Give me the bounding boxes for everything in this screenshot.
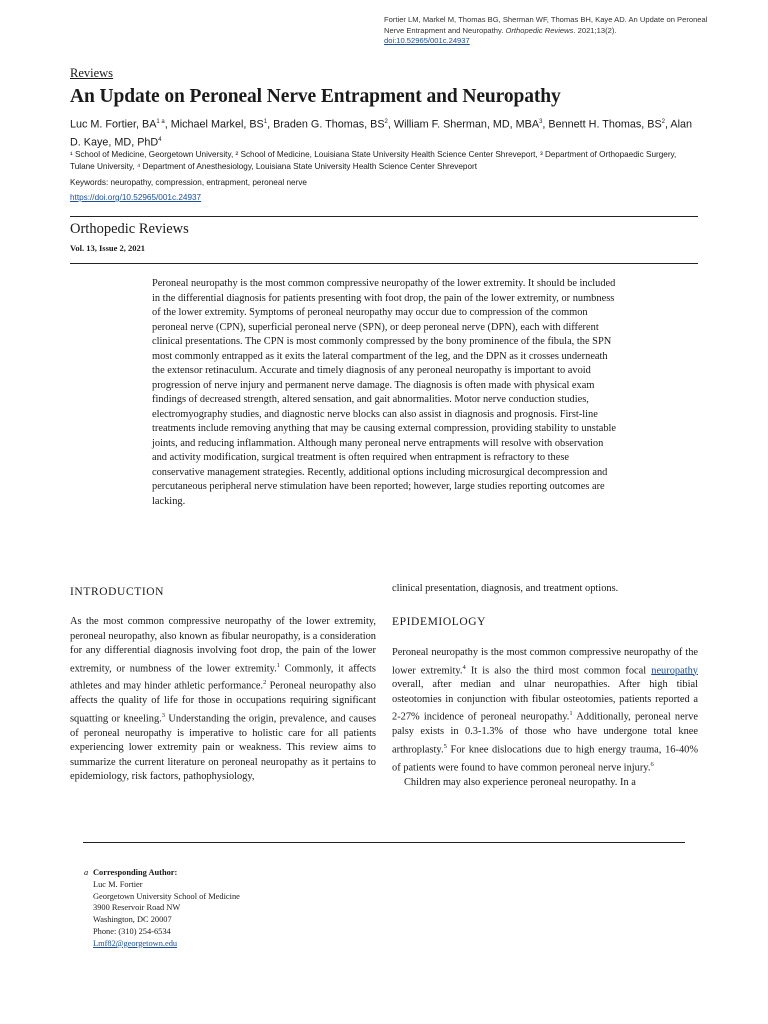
footnote-line: Phone: (310) 254-6534 xyxy=(93,926,171,936)
footnote-line: Washington, DC 20007 xyxy=(93,915,172,925)
author-sup: 2 xyxy=(384,119,388,125)
reference-sup[interactable]: 3 xyxy=(161,711,166,719)
section-heading-epidemiology: EPIDEMIOLOGY xyxy=(392,616,487,628)
divider xyxy=(70,216,698,217)
citation-doi-link[interactable]: doi:10.52965/001c.24937 xyxy=(384,36,470,45)
email-link[interactable]: Lmf82@georgetown.edu xyxy=(93,938,178,948)
intro-text: Understanding the origin, prevalence, and causes of peroneal neuropathy is imperative to holistic care for all patients experiencing lower extremity pain or weakness. This review aims to summarize the current literature on peroneal neuropathy as it pertains to epidemiology, risk factors, pathophysiology, xyxy=(70,713,377,783)
citation-block xyxy=(384,15,714,47)
footnote-line: Georgetown University School of Medicine xyxy=(93,891,240,901)
corresponding-author-footnote xyxy=(84,867,240,950)
author-sup: 3 xyxy=(539,119,543,125)
author-sup: 4 xyxy=(158,136,162,143)
intro-continued: clinical presentation, diagnosis, and treatment options. xyxy=(392,583,619,594)
author: Alan D. Kaye, MD, PhD xyxy=(70,118,693,149)
journal-name: Orthopedic Reviews xyxy=(70,221,189,237)
citation-journal: Orthopedic Reviews xyxy=(505,25,574,35)
epi-text: It is also the third most common focal xyxy=(465,664,652,676)
author: Luc M. Fortier, BA xyxy=(70,118,157,131)
citation-text: Fortier LM, Markel M, Thomas BG, Sherman WF, Thomas BH, Kaye AD. An Update on Peroneal Nerve Entrapment and Neuropathy. xyxy=(384,15,708,35)
epi-paragraph xyxy=(392,646,698,790)
doi-link[interactable]: https://doi.org/10.52965/001c.24937 xyxy=(70,193,202,202)
footnote-line: 3900 Reservoir Road NW xyxy=(93,903,181,913)
section-heading-introduction: INTRODUCTION xyxy=(70,586,165,598)
epi-text: Additionally, peroneal nerve palsy exists in 0.3-1.3% of those who have undergone total knee arthroplasty. xyxy=(392,711,698,756)
footnote-line: Luc M. Fortier xyxy=(93,879,143,889)
epi-text: Peroneal neuropathy is the most common compressive neuropathy of the lower extremity. xyxy=(392,647,698,676)
section-label: Reviews xyxy=(70,66,114,80)
intro-heading-wrap xyxy=(70,585,376,600)
abstract: Peroneal neuropathy is the most common compressive neuropathy of the lower extremity. It should be included in the differential diagnosis for patients presenting with foot drop, the pain of the lower extremity, or numbness of the lower extremity. Symptoms of peroneal neuropathy may occur due to compression of the common peroneal nerve (CPN), superficial peroneal nerve (SPN), or deep peroneal nerve (DPN), each with different clinical presentations. The CPN is most commonly compressed by the bony prominence of the fibula, the SPN most commonly entrapped as it exits the lateral compartment of the leg, and the DPN as it crosses underneath the extensor retinaculum. Accurate and timely diagnosis of any peroneal neuropathy is important to avoid progression of nerve injury and permanent nerve damage. The diagnosis is often made with physical exam findings of decreased strength, altered sensation, and gait abnormalities. Motor nerve conduction studies, electromyography studies, and diagnostic nerve blocks can also assist in diagnosis and prognosis. First-line treatments include removing anything that may be causing external compression, providing stability to unstable joints, and reducing inflammation. Although many peroneal nerve entrapments will resolve with observation and activity modification, surgical treatment is often required when entrapment is refractory to these conservative management strategies. Recently, additional options including microsurgical decompression and percutaneous peripheral nerve stimulation have been reported; however, large studies reporting outcomes are lacking. xyxy=(152,278,617,507)
author: Braden G. Thomas, BS xyxy=(273,118,385,131)
intro-paragraph xyxy=(70,615,376,785)
intro-text: Commonly, it affects athletes and may hinder athletic performance. xyxy=(70,662,376,692)
epi-text: Children may also experience peroneal neuropathy. In a xyxy=(404,776,636,788)
author: Bennett H. Thomas, BS xyxy=(548,118,662,131)
footnote-heading: Corresponding Author: xyxy=(93,868,178,877)
footnote-divider xyxy=(83,842,685,843)
affiliations: ¹ School of Medicine, Georgetown University, ² School of Medicine, Louisiana State University Health Science Center Shreveport, ³ Department of Orthopaedic Surgery, Tulane University, ⁴ Department of Anesthesiology, Louisiana State University Health Science Center Shreveport xyxy=(70,150,677,171)
neuropathy-link[interactable]: neuropathy xyxy=(651,664,698,676)
epi-text: For knee dislocations due to high energy trauma, 16-40% of patients were found to have common peroneal nerve injury. xyxy=(392,744,698,774)
intro-text: Peroneal neuropathy also affects the quality of life for those in occupations requiring significant squatting or kneeling. xyxy=(70,680,376,725)
author: Michael Markel, BS xyxy=(170,118,264,131)
author-sup: 1 a xyxy=(156,119,165,125)
footnote-mark: a xyxy=(84,868,89,877)
reference-sup[interactable]: 5 xyxy=(443,742,447,750)
citation-year-issue: . 2021;13(2). xyxy=(573,25,617,35)
epi-text: overall, after median and ulnar neuropathies. After high tibial osteotomies in conjunction with fibular osteotomies, patients reported a 2-27% incidence of peroneal neuropathy. xyxy=(392,679,698,723)
keywords: Keywords: neuropathy, compression, entrapment, peroneal nerve xyxy=(70,178,307,187)
author: William F. Sherman, MD, MBA xyxy=(393,118,540,131)
author-sup: 1 xyxy=(263,119,268,125)
reference-sup[interactable]: 1 xyxy=(569,710,573,718)
article-title: An Update on Peroneal Nerve Entrapment and Neuropathy xyxy=(70,86,561,107)
volume-issue: Vol. 13, Issue 2, 2021 xyxy=(70,243,146,253)
epi-heading-wrap xyxy=(392,615,698,630)
reference-sup[interactable]: 2 xyxy=(263,679,267,687)
author-sup: 2 xyxy=(661,119,665,125)
reference-sup[interactable]: 1 xyxy=(276,661,280,669)
reference-sup[interactable]: 6 xyxy=(650,760,654,768)
divider xyxy=(70,263,698,264)
reference-sup[interactable]: 4 xyxy=(462,663,466,671)
author-list: Luc M. Fortier, $BA^{1 a}$, Michael Markel, $BS^1$, Braden G. Thomas, $BS^2$, William F. Sherman, MD, MBA$^3$, Bennett H. Thomas, $BS^2$, Alan D. Kaye, MD, PhD$^4$ xyxy=(70,118,693,149)
intro-text: As the most common compressive neuropathy of the lower extremity, peroneal neuropathy, also known as fibular neuropathy, is a consideration for any differential diagnosis involving foot drop, the pain of the lower extremity, or numbness of the lower extremity. xyxy=(70,616,376,674)
